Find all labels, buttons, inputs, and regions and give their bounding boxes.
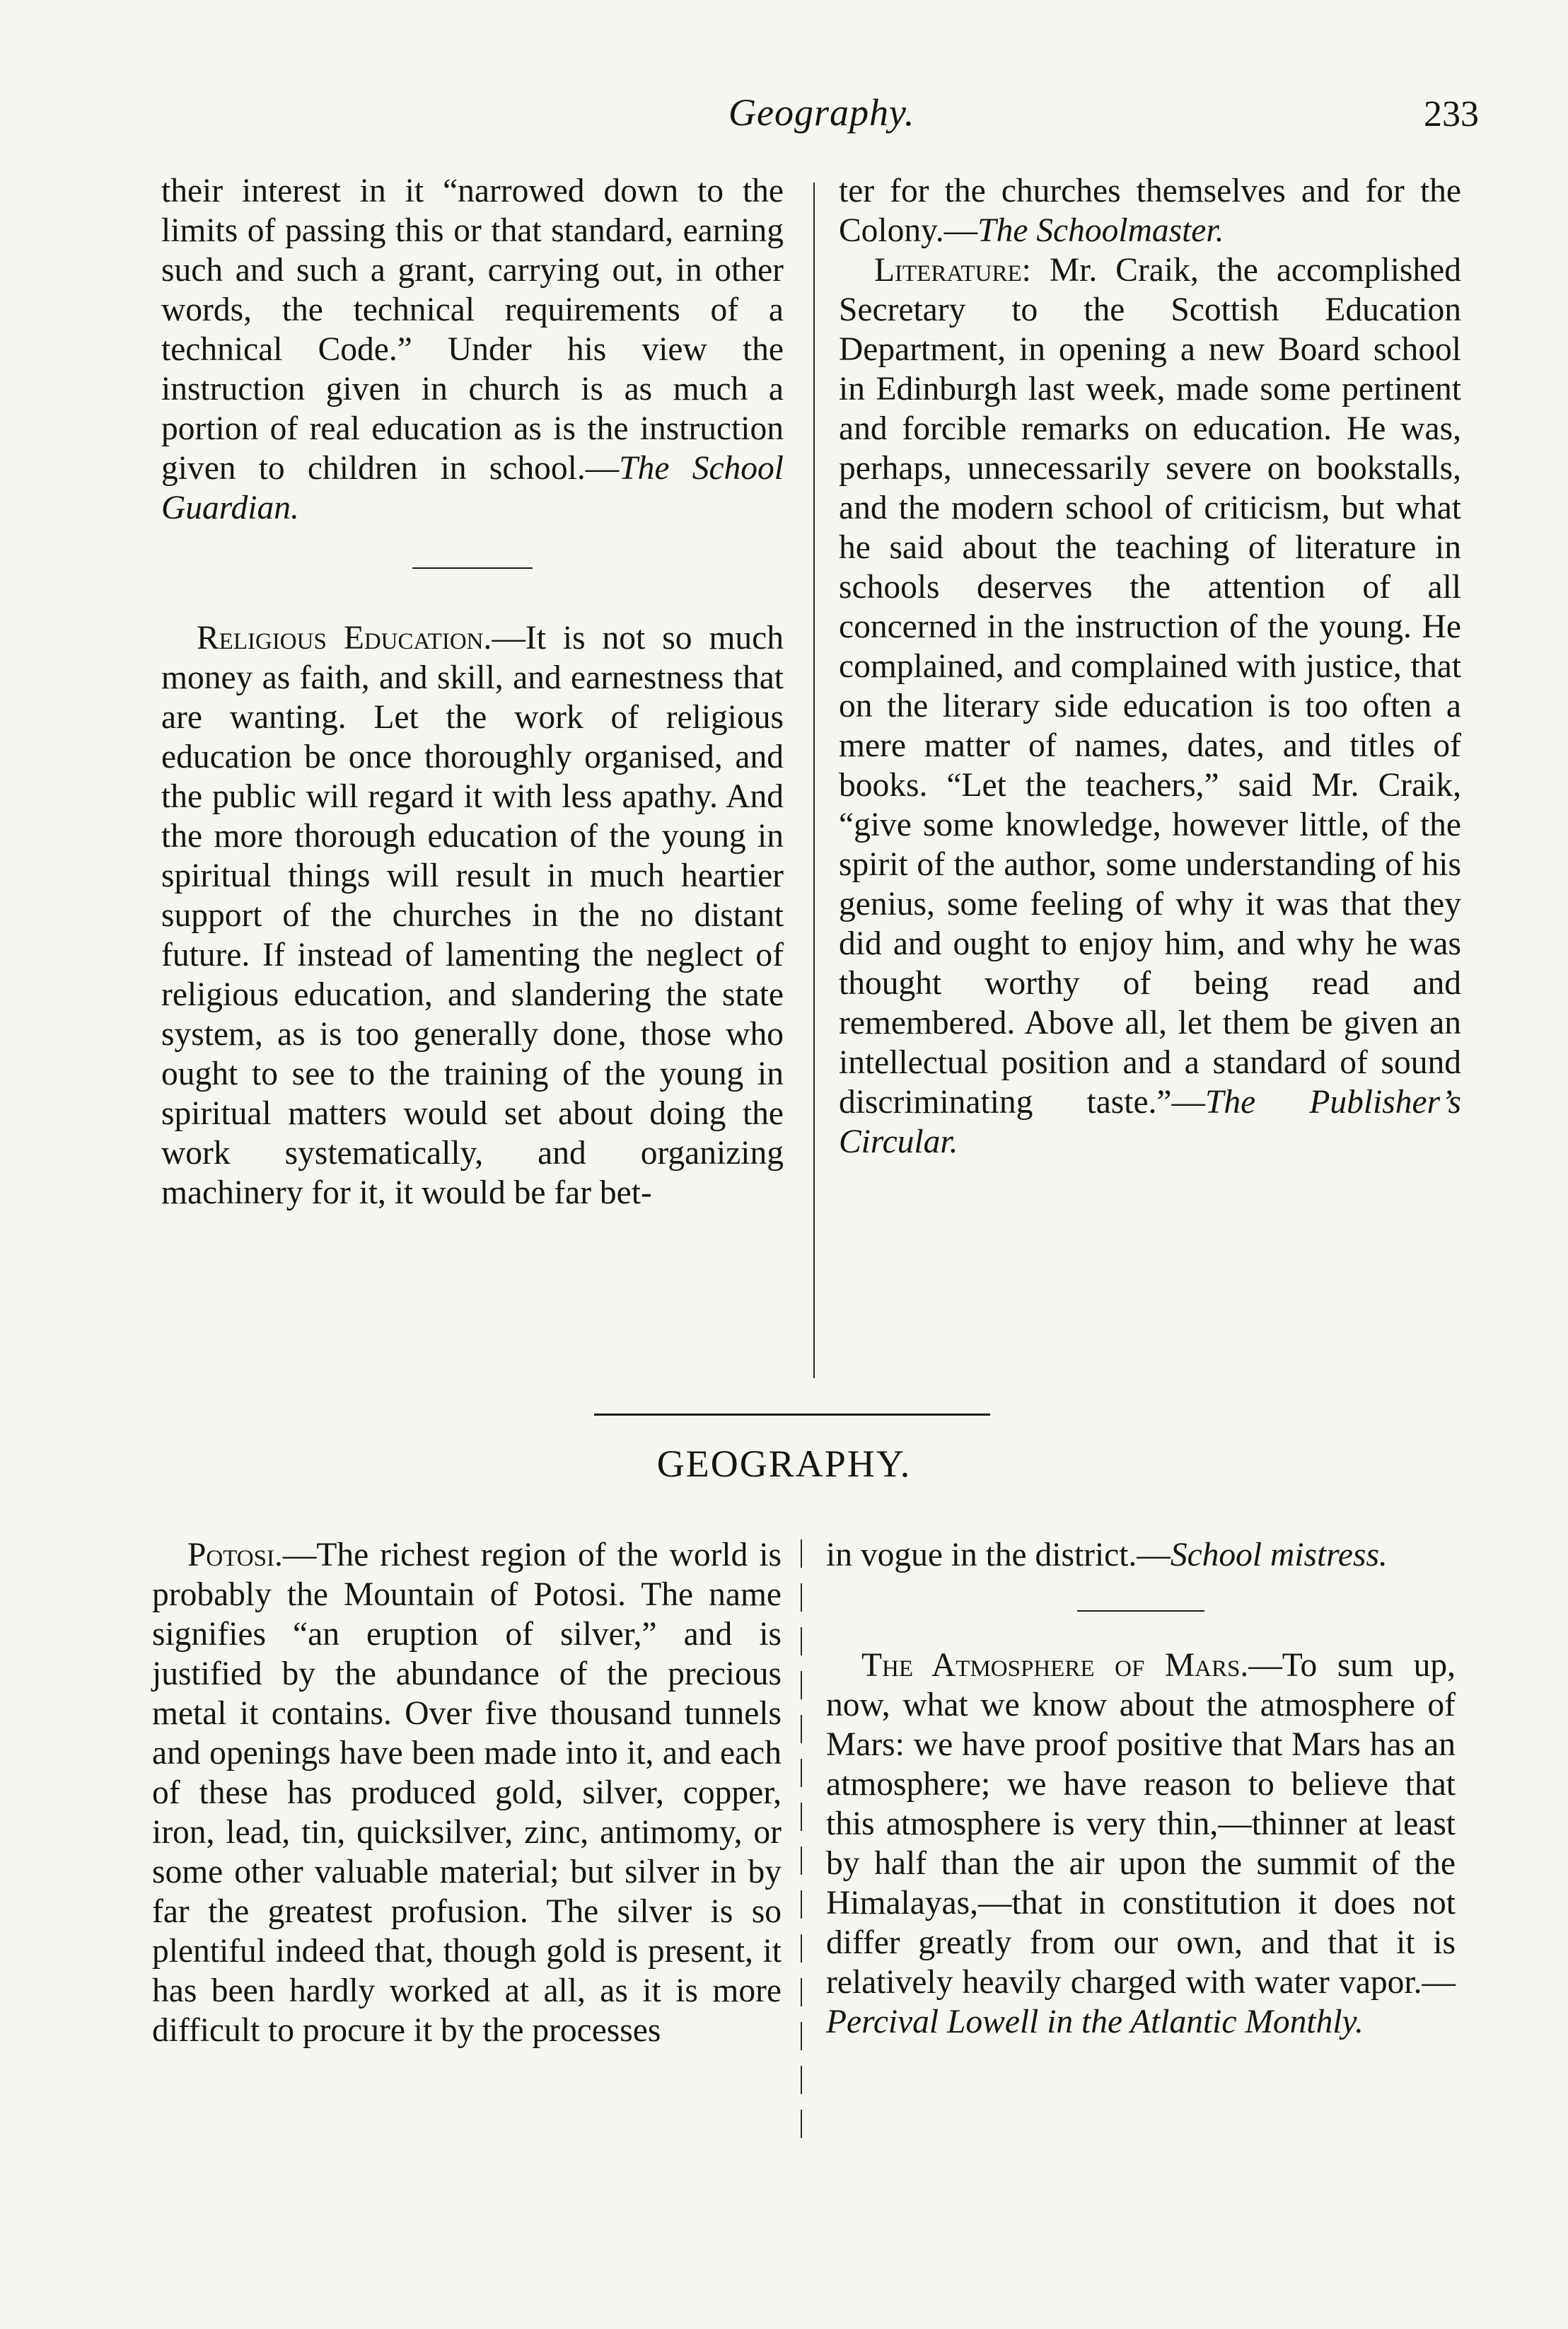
- source-citation: The Publisher’s Circular.: [839, 1084, 1461, 1160]
- paragraph-continuation: [839, 171, 1461, 250]
- paragraph-religious-education: [161, 618, 784, 1213]
- paragraph-text: —The richest region of the world is probably the Mountain of Potosi. The name signifies “an eruption of silver,” and is justified by the abundance of the precious metal it contains. Over five thousand tunnels and openings have been made into it, and each of these has produced gold, silver, copper, iron, lead, tin, quicksilver, zinc, antimomy, or some other valuable material; but silver in by far the greatest profusion. The silver is so plentiful indeed that, though gold is present, it has been hardly worked at all, as it is more difficult to procure it by the processes: [152, 1537, 782, 2049]
- paragraph-text: their interest in it “narrowed down to the limits of passing this or that standard, earning such and such a grant, carrying out, in other words, the technical requirements of a technical Code.” Under his view the instruction given in church is as much a portion of real education as is the instruction given to children in school.—: [161, 173, 784, 487]
- paragraph-heading: Literature:: [874, 252, 1031, 289]
- paragraph-text: in vogue in the district.—: [826, 1537, 1171, 1573]
- paragraph-heading: Potosi.: [187, 1537, 283, 1573]
- paragraph-heading: Religious Education.: [197, 620, 492, 657]
- section-separator: [1077, 1610, 1204, 1612]
- paragraph-mars: [826, 1646, 1456, 2042]
- paragraph-text: —It is not so much money as faith, and skill, and earnestness that are wanting. Let the work of religious education be once thoroughly organised, and the public will regard it with less apathy. And the more thorough education of the young in spiritual things will result in much heartier support of the churches in the no distant future. If instead of lamenting the neglect of religious education, and slandering the state system, as is too generally done, those who ought to see to the training of the young in spiritual matters would set about doing the work systematically, and organizing machinery for it, it would be far bet-: [161, 620, 784, 1211]
- source-citation: The School Guardian.: [161, 450, 784, 526]
- column-bottom-right: [826, 1535, 1456, 2042]
- paragraph-literature: [839, 250, 1461, 1162]
- running-head: [0, 85, 1568, 149]
- section-separator: [412, 567, 533, 569]
- paragraph-potosi: [152, 1535, 782, 2050]
- paragraph-guardian: [161, 171, 784, 528]
- paragraph-text: Mr. Craik, the accomplished Secretary to the Scottish Education Department, in opening a new Board school in Edinburgh last week, made some pertinent and forcible remarks on education. He was, perhaps, unnecessarily severe on bookstalls, and the modern school of criticism, but what he said about the teaching of literature in schools deserves the attention of all concerned in the instruction of the young. He complained, and complained with justice, that on the literary side education is too often a mere matter of names, dates, and titles of books. “Let the teachers,” said Mr. Craik, “give some knowledge, however little, of the spirit of the author, some understanding of his genius, some feeling of why it was that they did and ought to enjoy him, and why he was thought worthy of being read and remembered. Above all, let them be given an intellectual position and a standard of sound discriminating taste.”—: [839, 252, 1461, 1121]
- column-top-right: [839, 171, 1461, 1162]
- section-heading: GEOGRAPHY.: [656, 1443, 912, 1485]
- paragraph-text: ter for the churches themselves and for the Colony.—: [839, 173, 1461, 249]
- paragraph-continuation: [826, 1535, 1456, 1575]
- page-number: 233: [1424, 94, 1479, 134]
- column-divider-top: [813, 183, 815, 1378]
- source-citation: Percival Lowell in the Atlantic Monthly.: [826, 2004, 1364, 2040]
- column-top-left: [161, 171, 784, 1213]
- column-bottom-left: [152, 1535, 782, 2050]
- source-citation: School mistress.: [1170, 1537, 1388, 1573]
- source-citation: The Schoolmaster.: [977, 212, 1224, 249]
- paragraph-heading: The Atmosphere of Mars.: [861, 1647, 1249, 1684]
- section-rule: [594, 1414, 990, 1416]
- running-head-title: Geography.: [728, 91, 915, 134]
- paragraph-text: —To sum up, now, what we know about the atmosphere of Mars: we have proof positive that Mars has an atmosphere; we have reason to believe that this atmosphere is very thin,—thinner at least by half than the air upon the summit of the Himalayas,—that in constitution it does not differ greatly from our own, and that it is relatively heavily charged with water vapor.—: [826, 1647, 1456, 2001]
- column-divider-bottom: [801, 1539, 802, 2141]
